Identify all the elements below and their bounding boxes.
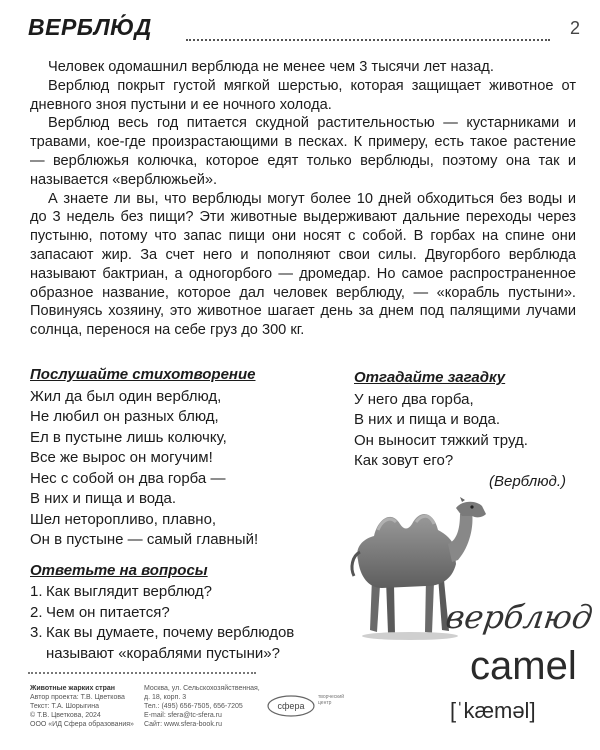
page-header — [28, 10, 584, 44]
riddle-line: Как зовут его? — [354, 452, 454, 469]
footer-line: ООО «ИД Сфера образования» — [30, 721, 134, 728]
intro-paragraph: Верблюд покрыт густой мягкой шерстью, которая защищает животное от дневного зноя пустыни и ее ночного холода. — [30, 77, 576, 113]
intro-paragraph: Человек одомашнил верблюда не менее чем 3 тысячи лет назад. — [48, 59, 494, 75]
footer-contacts — [144, 684, 262, 729]
poem-line: Жил да был один верблюд, — [30, 387, 222, 405]
intro-paragraph: А знаете ли вы, что верблюды могут более 10 дней обходиться без воды и до 3 недель без пищи? Эти животные выдерживают дальние переходы через пустыню, потому что запас пищи они носят с собой. В горбах на спине они запасают жир. За счет него и пополняют свои силы. Двугорбого верблюда называют бактриан, а одногорбого — дромедар. Но самое распространенное образное название, которое дал человек верблюду, — «корабль пустыни». Повинуясь хозяину, это животное шагает день за днем под палящими лучами солнца, перенося на себе груз до 300 кг. — [30, 190, 576, 339]
footer-credits — [30, 684, 140, 729]
logo-text: сфера — [277, 701, 305, 711]
footer-line: д. 18, корп. 3 — [144, 694, 187, 701]
question-text: Чем он питается? — [46, 603, 170, 621]
page-number: 2 — [569, 18, 580, 38]
footer-line: Тел.: (495) 656-7505, 656-7205 — [144, 703, 243, 710]
footer-line: E-mail: sfera@tc-sfera.ru — [144, 712, 222, 719]
footer-dotted-rule — [28, 672, 256, 674]
intro-text — [30, 58, 576, 340]
questions-heading: Ответьте на вопросы — [30, 561, 208, 579]
question-number: 3. — [30, 624, 43, 641]
question-text: Как вы думаете, почему верблюдов называют «кораблями пустыни»? — [46, 624, 295, 662]
poem-line: Нес с собой он два горба — — [30, 469, 226, 487]
english-word: camel — [470, 644, 577, 688]
footer-line: Сайт: www.sfera-book.ru — [144, 721, 222, 728]
riddle-line: У него два горба, — [354, 390, 474, 408]
footer-line: © Т.В. Цветкова, 2024 — [30, 712, 101, 719]
poem-line: В них и пища и вода. — [30, 490, 177, 507]
riddle-line: В них и пища и вода. — [354, 411, 501, 428]
left-column — [30, 365, 320, 664]
riddle-line: Он выносит тяжкий труд. — [354, 431, 528, 449]
question-number: 2. — [30, 603, 43, 621]
question-item — [30, 603, 320, 624]
footer-line: Текст: Т.А. Шорыгина — [30, 703, 99, 710]
riddle-heading: Отгадайте загадку — [354, 369, 506, 386]
question-text: Как выглядит верблюд? — [46, 583, 212, 600]
footer-line: Автор проекта: Т.В. Цветкова — [30, 694, 125, 701]
russian-word: верблюд — [443, 598, 596, 636]
poem-line: Шел неторопливо, плавно, — [30, 510, 217, 528]
logo-subtitle: творческий центр — [318, 694, 345, 706]
poem-heading: Послушайте стихотворение — [30, 366, 256, 383]
page-title: ВЕРБЛЮ́Д — [28, 14, 152, 40]
poem-line: Он в пустыне — самый главный! — [30, 531, 259, 548]
title-dotted-rule — [186, 39, 550, 41]
poem-line: Не любил он разных блюд, — [30, 408, 219, 425]
footer-series: Животные жарких стран — [30, 685, 115, 692]
question-item — [30, 582, 320, 603]
question-number: 1. — [30, 583, 43, 600]
question-item — [30, 623, 320, 664]
riddle-answer: (Верблюд.) — [489, 472, 566, 490]
poem-line: Все же вырос он могучим! — [30, 449, 213, 466]
transcription: [ˈkæməl] — [450, 698, 536, 723]
footer-line: Москва, ул. Сельскохозяйственная, — [144, 685, 260, 692]
intro-paragraph: Верблюд весь год питается скудной растительностью — кустарниками и травами, кое-где произрастающими в песках. К примеру, есть такое растение — верблюжья колючка, которое едят только верблюды, поэтому она так и называется «верблюжьей». — [30, 115, 576, 188]
riddle-block — [354, 368, 584, 492]
questions-block — [30, 561, 320, 665]
sfera-logo-icon — [266, 694, 316, 718]
poem-line: Ел в пустыне лишь колючку, — [30, 428, 227, 446]
